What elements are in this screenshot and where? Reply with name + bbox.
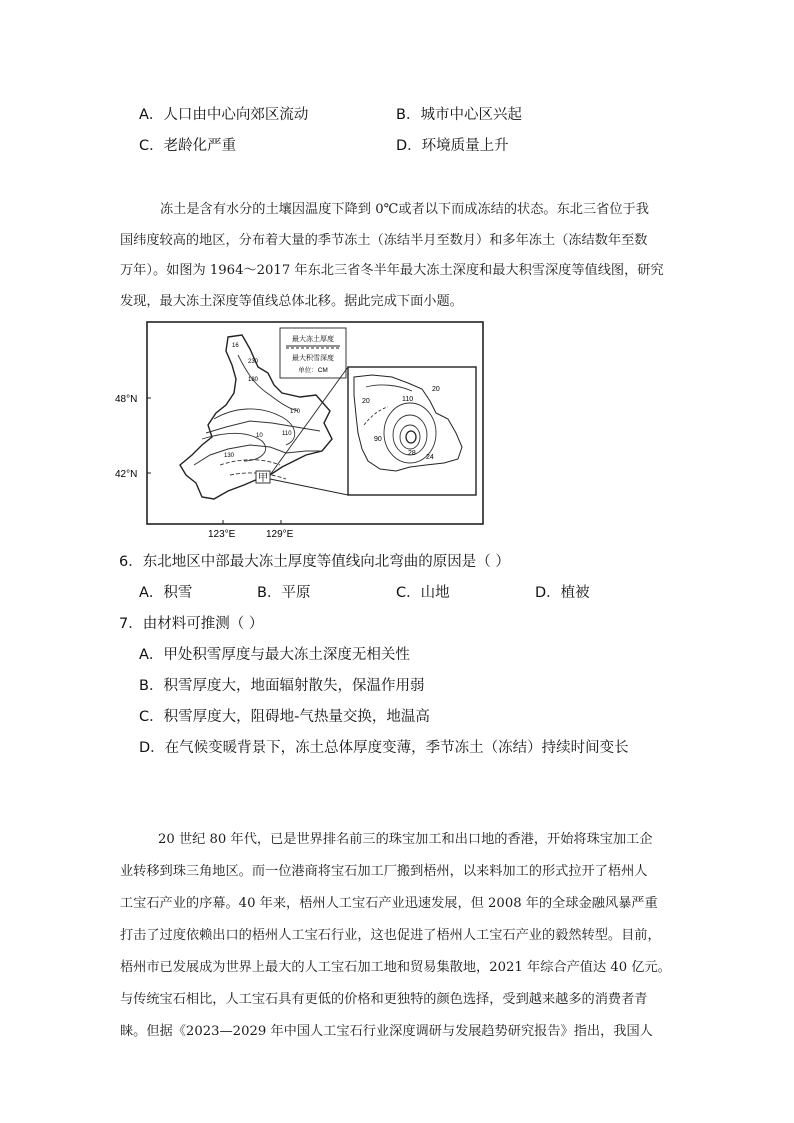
- contour-label: 16: [232, 343, 239, 349]
- q6-option-a: A．积雪: [139, 585, 193, 601]
- inset-label: 90: [374, 436, 382, 443]
- q7-option-d: D．在气候变暖背景下，冻土总体厚度变薄，季节冻土（冻结）持续时间变长: [139, 740, 629, 756]
- q7-option-a: A．甲处积雪厚度与最大冻土深度无相关性: [139, 647, 410, 663]
- q5-option-c: C．老龄化严重: [139, 138, 237, 154]
- q6-stem: 6．东北地区中部最大冻土厚度等值线向北弯曲的原因是（ ）: [119, 554, 510, 570]
- contour-label: 230: [248, 359, 259, 365]
- lat-42-label: 42°N: [115, 469, 138, 480]
- contour-label: 180: [248, 377, 259, 383]
- legend-unit: 单位：CM: [298, 367, 328, 374]
- jia-label: 甲: [258, 473, 268, 484]
- inset-label: 20: [432, 386, 440, 393]
- q5-option-a: A．人口由中心向郊区流动: [139, 107, 309, 123]
- lat-48-label: 48°N: [115, 394, 138, 405]
- lon-129-label: 129°E: [266, 529, 294, 540]
- passage1-line-1: 冻土是含有水分的土壤因温度下降到 0℃或者以下而成冻结的状态。东北三省位于我: [160, 202, 649, 217]
- passage2-line-2: 业转移到珠三角地区。而一位港商将宝石加工厂搬到梧州，以来料加工的形式拉开了梧州人: [120, 864, 648, 879]
- q6-option-d: D．植被: [535, 585, 590, 601]
- passage2-line-7: 睐。但据《2023—2029 年中国人工宝石行业深度调研与发展趋势研究报告》指出，我国人: [120, 1024, 653, 1039]
- passage1-line-3: 万年）。如图为 1964～2017 年东北三省冬半年最大冻土深度和最大积雪深度等值线图，研究: [120, 263, 664, 278]
- legend-line1: 最大冻土厚度: [292, 336, 334, 343]
- passage2-line-4: 打击了过度依赖出口的梧州人工宝石行业，这也促进了梧州人工宝石产业的毅然转型。目前，: [120, 928, 661, 943]
- contour-label: 10: [256, 433, 263, 439]
- q7-option-b: B．积雪厚度大，地面辐射散失，保温作用弱: [139, 678, 425, 694]
- q6-option-b: B．平原: [257, 585, 311, 601]
- contour-label: 170: [290, 409, 301, 415]
- passage1-line-2: 国纬度较高的地区，分布着大量的季节冻土（冻结半月至数月）和多年冻土（冻结数年至数: [120, 233, 648, 248]
- permafrost-snow-map: [110, 315, 490, 545]
- legend-line2: 最大积雪深度: [292, 355, 334, 362]
- passage2-line-3: 工宝石产业的序幕。40 年来，梧州人工宝石产业迅速发展，但 2008 年的全球金融风暴严重: [120, 896, 658, 911]
- passage2-line-5: 梧州市已发展成为世界上最大的人工宝石加工地和贸易集散地，2021 年综合产值达 40 亿元。: [120, 960, 671, 975]
- inset-label: 28: [408, 450, 416, 457]
- lon-123-label: 123°E: [208, 529, 236, 540]
- passage2-line-1: 20 世纪 80 年代，已是世界排名前三的珠宝加工和出口地的香港，开始将珠宝加工企: [158, 832, 653, 847]
- inset-label: 110: [402, 396, 414, 403]
- contour-label: 110: [282, 431, 292, 437]
- q7-stem: 7．由材料可推测（ ）: [119, 616, 264, 632]
- q5-option-d: D．环境质量上升: [396, 138, 509, 154]
- contour-label: 130: [224, 453, 235, 459]
- q6-option-c: C．山地: [396, 585, 450, 601]
- passage2-line-6: 与传统宝石相比，人工宝石具有更低的价格和更独特的颜色选择，受到越来越多的消费者青: [120, 992, 648, 1007]
- q5-option-b: B．城市中心区兴起: [396, 107, 522, 123]
- passage1-line-4: 发现，最大冻土深度等值线总体北移。据此完成下面小题。: [120, 294, 463, 309]
- q7-option-c: C．积雪厚度大，阻碍地-气热量交换，地温高: [139, 709, 430, 725]
- inset-label: 20: [362, 398, 370, 405]
- inset-label: 24: [426, 454, 434, 461]
